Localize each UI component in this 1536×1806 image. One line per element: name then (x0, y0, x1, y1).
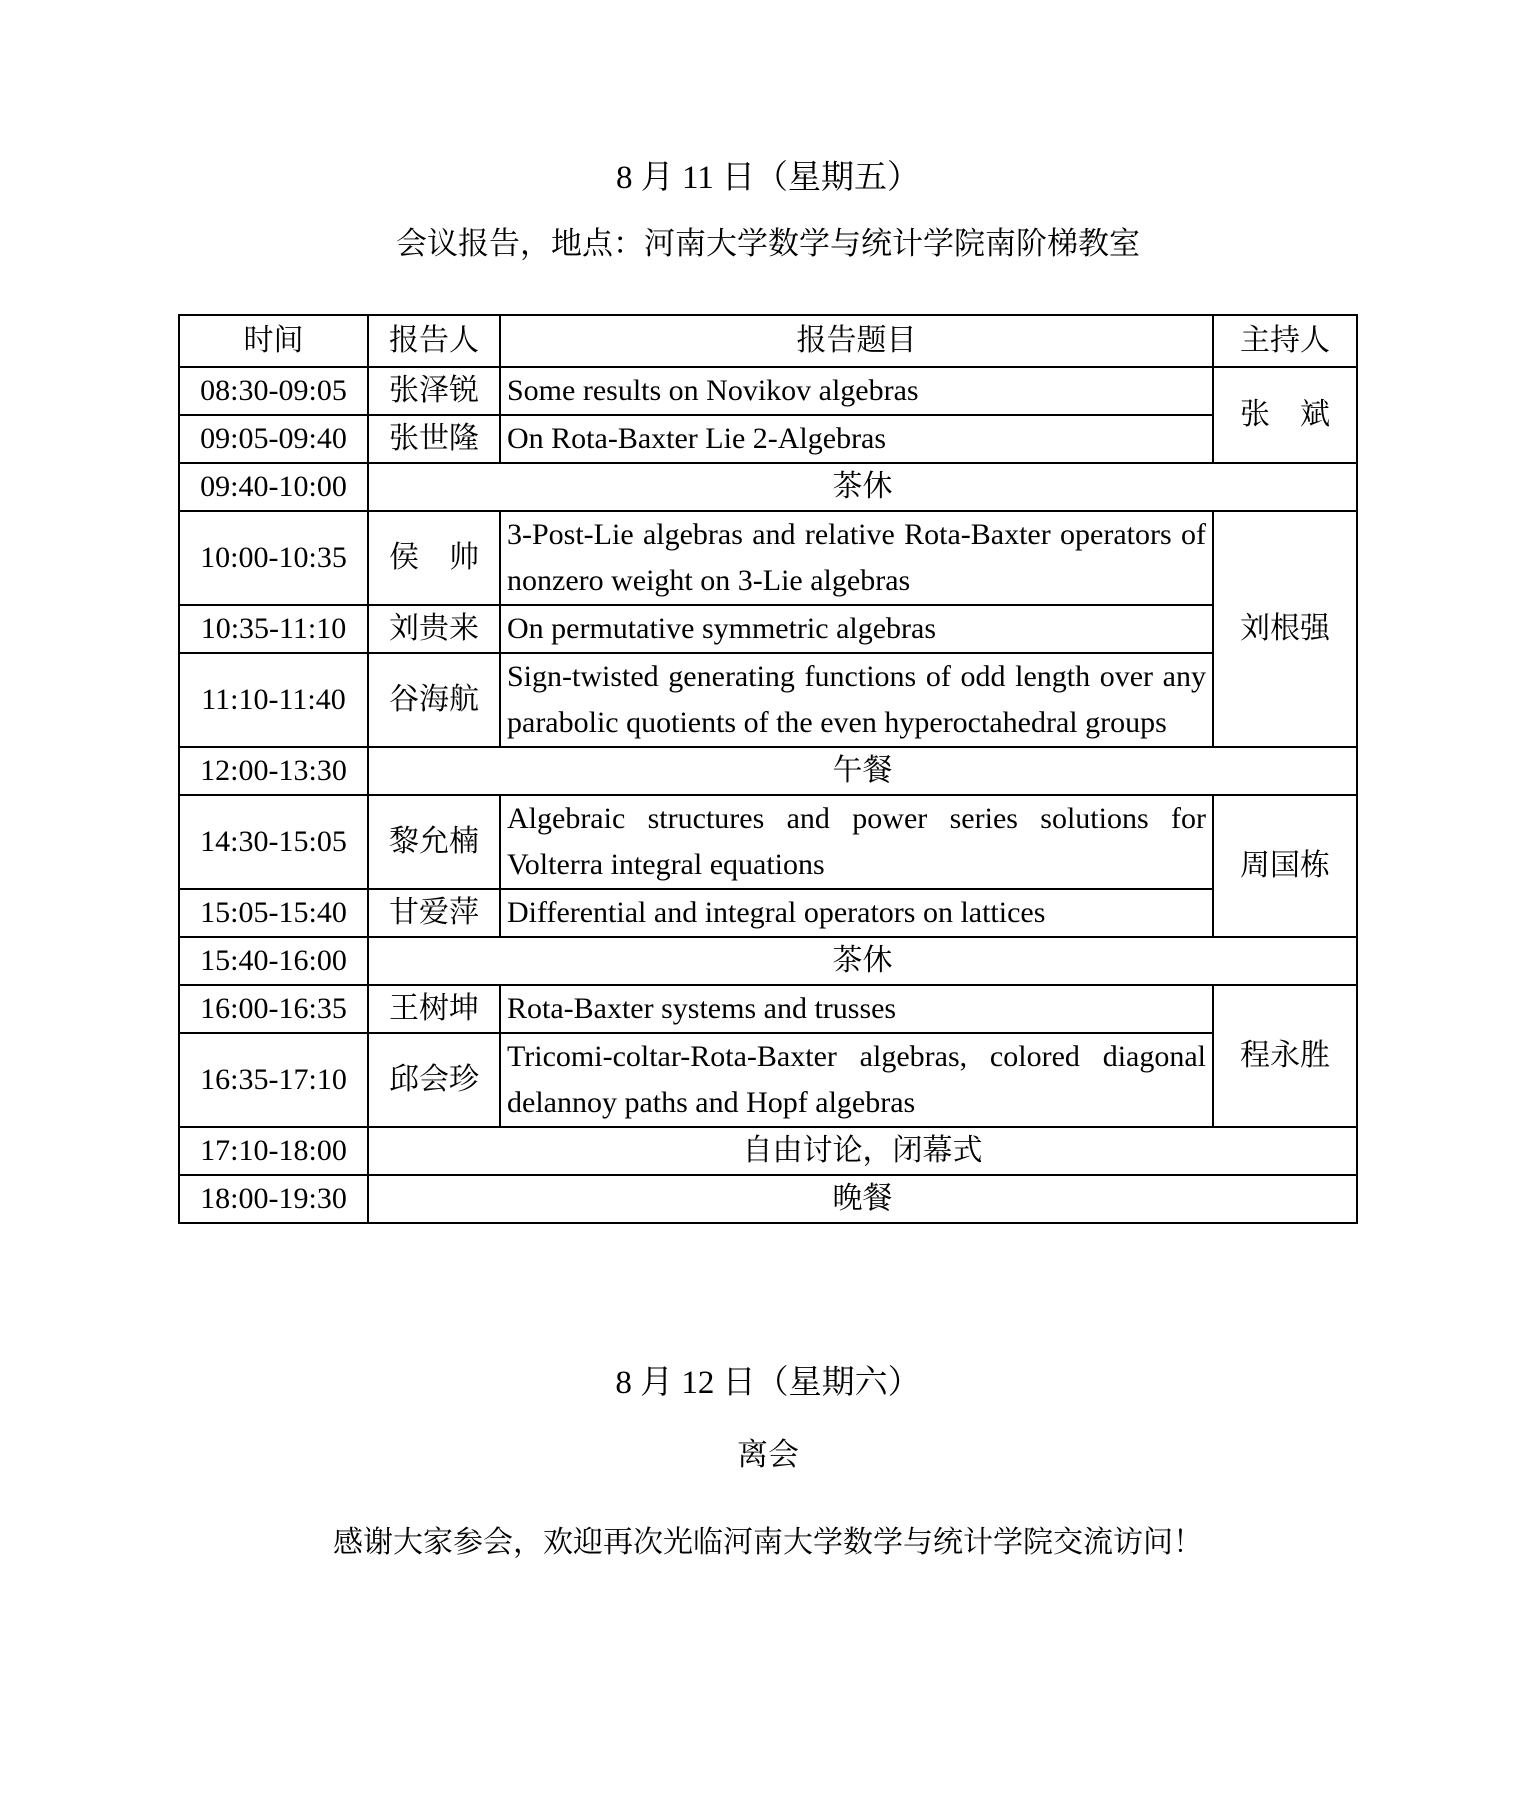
session-time: 15:40-16:00 (179, 937, 368, 985)
session-time: 17:10-18:00 (179, 1127, 368, 1175)
col-header-chair: 主持人 (1213, 315, 1357, 367)
col-header-title: 报告题目 (500, 315, 1213, 367)
session-time: 11:10-11:40 (179, 653, 368, 747)
session-time: 12:00-13:30 (179, 747, 368, 795)
session-title: Rota-Baxter systems and trusses (500, 985, 1213, 1033)
session-time: 14:30-15:05 (179, 795, 368, 889)
table-row (179, 511, 1357, 605)
header-row (179, 315, 1357, 367)
table-row (179, 1033, 1357, 1127)
closing-session-label: 自由讨论，闭幕式 (368, 1127, 1357, 1175)
session-speaker: 谷海航 (368, 653, 500, 747)
col-header-speaker: 报告人 (368, 315, 500, 367)
session-time: 16:35-17:10 (179, 1033, 368, 1127)
day1-title: 8 月 11 日（星期五） (615, 160, 921, 196)
session-chair: 程永胜 (1213, 985, 1357, 1127)
session-time: 09:05-09:40 (179, 415, 368, 463)
session-title: On permutative symmetric algebras (500, 605, 1213, 653)
session-title: On Rota-Baxter Lie 2-Algebras (500, 415, 1213, 463)
session-chair: 周国栋 (1213, 795, 1357, 937)
break-label: 茶休 (368, 463, 1357, 511)
break-row (179, 747, 1357, 795)
session-title: 3-Post-Lie algebras and relative Rota-Baxter operators of nonzero weight on 3-Lie algebras (500, 511, 1213, 605)
schedule-table (178, 314, 1358, 1224)
break-row (179, 1175, 1357, 1223)
session-title: Some results on Novikov algebras (500, 367, 1213, 415)
session-time: 10:00-10:35 (179, 511, 368, 605)
table-row (179, 605, 1357, 653)
break-row (179, 937, 1357, 985)
session-speaker: 王树坤 (368, 985, 500, 1033)
break-row (179, 1127, 1357, 1175)
session-speaker: 张世隆 (368, 415, 500, 463)
session-time: 15:05-15:40 (179, 889, 368, 937)
session-chair: 张 斌 (1213, 367, 1357, 463)
session-speaker: 张泽锐 (368, 367, 500, 415)
table-row (179, 889, 1357, 937)
session-speaker: 邱会珍 (368, 1033, 500, 1127)
session-chair: 刘根强 (1213, 511, 1357, 747)
session-speaker: 甘爱萍 (368, 889, 500, 937)
session-title: Differential and integral operators on lattices (500, 889, 1213, 937)
break-label: 午餐 (368, 747, 1357, 795)
table-row (179, 653, 1357, 747)
session-title: Algebraic structures and power series solutions for Volterra integral equations (500, 795, 1213, 889)
session-title: Sign-twisted generating functions of odd length over any parabolic quotients of the even hyperoctahedral groups (500, 653, 1213, 747)
table-row (179, 367, 1357, 415)
session-time: 16:00-16:35 (179, 985, 368, 1033)
session-time: 08:30-09:05 (179, 367, 368, 415)
day2-title: 8 月 12 日（星期六） (615, 1365, 921, 1401)
table-row (179, 985, 1357, 1033)
break-row (179, 463, 1357, 511)
session-speaker: 黎允楠 (368, 795, 500, 889)
session-time: 18:00-19:30 (179, 1175, 368, 1223)
session-speaker: 刘贵来 (368, 605, 500, 653)
break-label: 茶休 (368, 937, 1357, 985)
day2-departure-note: 离会 (737, 1437, 799, 1472)
session-speaker: 侯 帅 (368, 511, 500, 605)
session-time: 10:35-11:10 (179, 605, 368, 653)
session-title: Tricomi-coltar-Rota-Baxter algebras, colored diagonal delannoy paths and Hopf algebras (500, 1033, 1213, 1127)
dinner-label: 晚餐 (368, 1175, 1357, 1223)
day1-subtitle: 会议报告，地点：河南大学数学与统计学院南阶梯教室 (396, 226, 1140, 261)
session-time: 09:40-10:00 (179, 463, 368, 511)
closing-message: 感谢大家参会，欢迎再次光临河南大学数学与统计学院交流访问！ (333, 1526, 1203, 1559)
table-row (179, 415, 1357, 463)
table-row (179, 795, 1357, 889)
col-header-time: 时间 (179, 315, 368, 367)
